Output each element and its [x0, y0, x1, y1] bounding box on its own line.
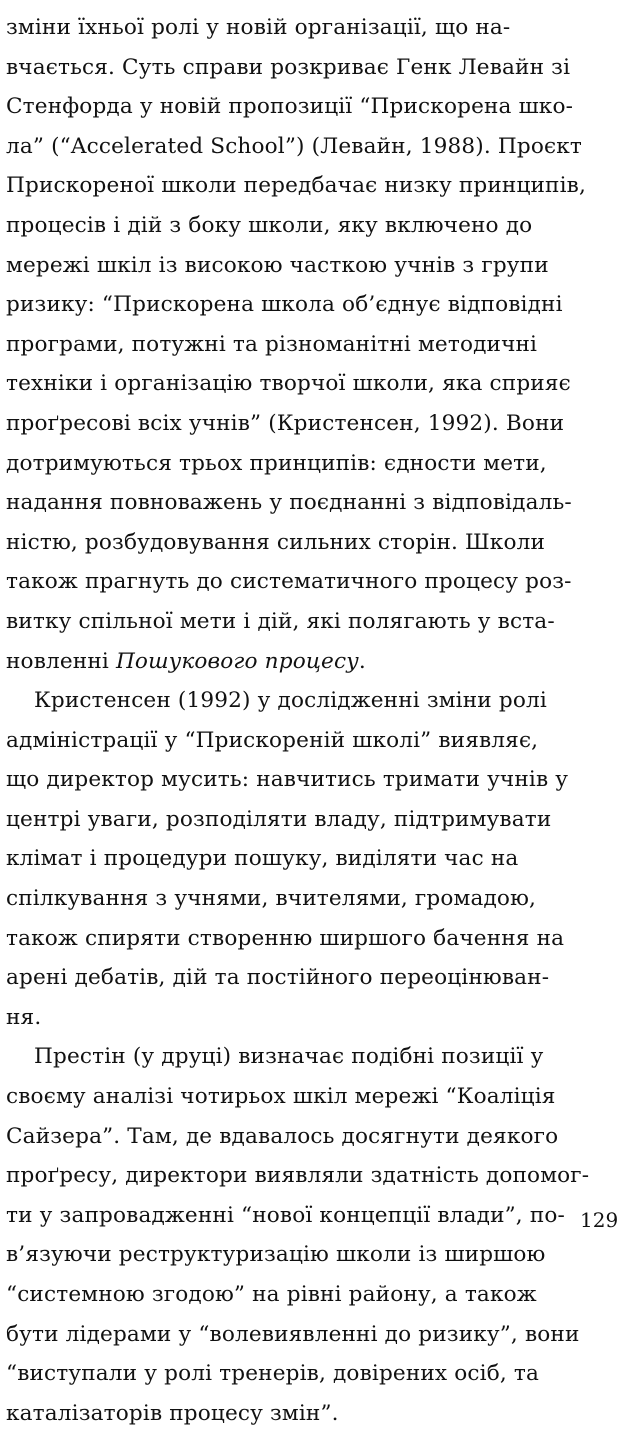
text-line: клімат і процедури пошуку, виділяти час на	[6, 846, 519, 872]
text-line: дотримуються трьох принципів: єдности мети,	[6, 450, 547, 476]
text-line: ризику: “Прискорена школа об’єднує відповідні	[6, 292, 563, 318]
text-line: процесів і дій з боку школи, яку включено до	[6, 212, 533, 238]
text-line: ністю, розбудовування сильних сторін. Школи	[6, 529, 546, 555]
paragraph-3	[6, 1037, 606, 1433]
text-line: витку спільної мети і дій, які полягають у вста-	[6, 608, 555, 634]
text-line: вчається. Суть справи розкриває Генк Левайн зі	[6, 54, 571, 80]
text-line: арені дебатів, дій та постійного переоцінюван-	[6, 965, 550, 991]
text-line: що директор мусить: навчитись тримати учнів у	[6, 767, 569, 793]
text-line: своєму аналізі чотирьох шкіл мережі “Коаліція	[6, 1084, 556, 1110]
text-line: техніки і організацію творчої школи, яка сприяє	[6, 371, 571, 397]
text-line: каталізаторів процесу змін”.	[6, 1400, 339, 1426]
text-line: ти у запровадженні “нової концепції влади”, по-	[6, 1202, 565, 1228]
text-line: “виступали у ролі тренерів, довірених осіб, та	[6, 1361, 540, 1387]
text-line: бути лідерами у “волевиявленні до ризику”, вони	[6, 1321, 580, 1347]
text-line: адміністрації у “Прискореній школі” виявляє,	[6, 727, 539, 753]
text-line: також прагнуть до систематичного процесу роз-	[6, 569, 572, 595]
text-line: “системною згодою” на рівні району, а також	[6, 1282, 537, 1307]
text-line: ла” (“Accelerated School”) (Левайн, 1988). Проєкт	[6, 133, 582, 159]
text-line: Стенфорда у новій пропозиції “Прискорена шко-	[6, 94, 574, 120]
body-text	[6, 8, 606, 1433]
paragraph-1	[6, 8, 606, 681]
text-line: спілкування з учнями, вчителями, громадою,	[6, 886, 537, 912]
text-line: зміни їхньої ролі у новій організації, що на-	[6, 15, 511, 40]
text-suffix: .	[358, 648, 366, 674]
text-line: Сайзера”. Там, де вдавалось досягнути деякого	[6, 1123, 559, 1149]
text-prefix: новленні	[6, 648, 116, 674]
text-line: центрі уваги, розподіляти владу, підтримувати	[6, 806, 552, 832]
paragraph-2	[6, 681, 606, 1037]
text-line: Престін (у друці) визначає подібні позиції у	[34, 1044, 544, 1070]
text-line: Кристенсен (1992) у дослідженні зміни ролі	[34, 688, 547, 714]
text-line: проґресові всіх учнів” (Кристенсен, 1992). Вони	[6, 410, 565, 436]
page-number: 129	[580, 1208, 619, 1232]
text-line: мережі шкіл із високою часткою учнів з групи	[6, 252, 549, 278]
text-line: проґресу, директори виявляли здатність допомог-	[6, 1163, 590, 1189]
text-line: ня.	[6, 1004, 42, 1030]
text-line-final	[6, 642, 606, 682]
text-line: програми, потужні та різноманітні методичні	[6, 331, 538, 357]
text-line: надання повноважень у поєднанні з відповідаль-	[6, 490, 572, 516]
text-line: також спиряти створенню ширшого бачення на	[6, 925, 565, 951]
text-line: в’язуючи реструктуризацію школи із ширшою	[6, 1242, 546, 1268]
text-line: Прискореної школи передбачає низку принципів,	[6, 173, 586, 199]
italic-term: Пошукового процесу	[115, 648, 359, 674]
